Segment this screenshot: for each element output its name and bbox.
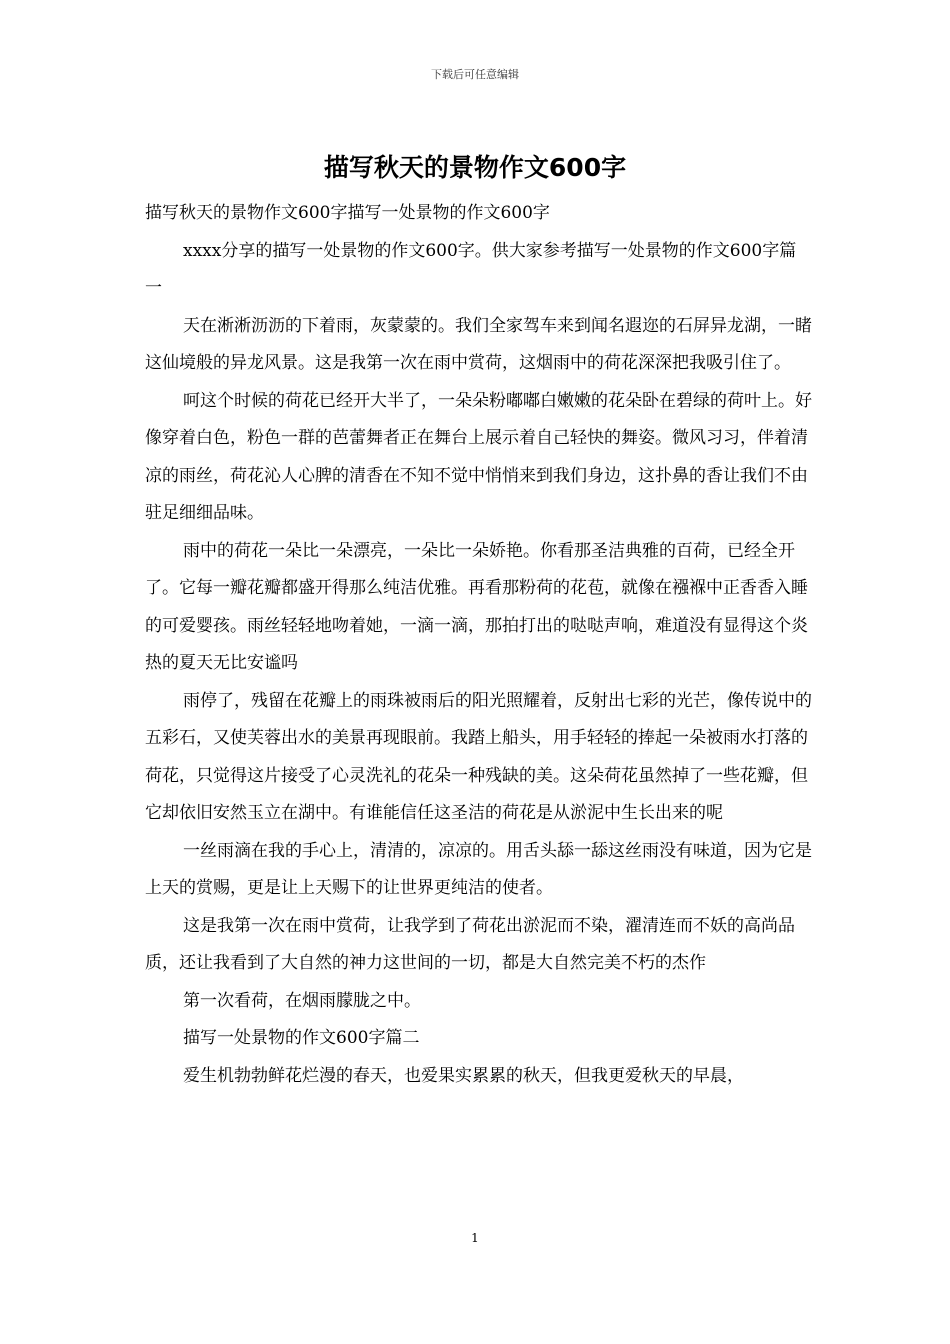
paragraph: 一丝雨滴在我的手心上，清清的，凉凉的。用舌头舔一舔这丝雨没有味道，因为它是上天的赏赐，更是让上天赐下的让世界更纯洁的使者。 bbox=[145, 840, 812, 898]
paragraph: 呵这个时候的荷花已经开大半了，一朵朵粉嘟嘟白嫩嫩的花朵卧在碧绿的荷叶上。好像穿着白色，粉色一群的芭蕾舞者正在舞台上展示着自己轻快的舞姿。微风习习，伴着清凉的雨丝，荷花沁人心脾的清香在不知不觉中悄悄来到我们身边，这扑鼻的香让我们不由驻足细细品味。 bbox=[145, 390, 812, 523]
paragraph: 爱生机勃勃鲜花烂漫的春天，也爱果实累累的秋天，但我更爱秋天的早晨， bbox=[183, 1065, 744, 1086]
paragraph: 第一次看荷，在烟雨朦胧之中。 bbox=[183, 990, 421, 1011]
paragraph: 描写一处景物的作文600字篇二 bbox=[183, 1028, 420, 1048]
paragraph: 描写秋天的景物作文600字描写一处景物的作文600字 bbox=[145, 203, 550, 223]
paragraph: 天在淅淅沥沥的下着雨，灰蒙蒙的。我们全家驾车来到闻名遐迩的石屏异龙湖，一睹这仙境般的异龙风景。这是我第一次在雨中赏荷，这烟雨中的荷花深深把我吸引住了。 bbox=[145, 315, 812, 373]
paragraph: 这是我第一次在雨中赏荷，让我学到了荷花出淤泥而不染，濯清连而不妖的高尚品质，还让我看到了大自然的神力这世间的一切，都是大自然完美不朽的杰作 bbox=[145, 915, 795, 973]
paragraph: 雨中的荷花一朵比一朵漂亮，一朵比一朵娇艳。你看那圣洁典雅的百荷，已经全开了。它每一瓣花瓣都盛开得那么纯洁优雅。再看那粉荷的花苞，就像在襁褓中正香香入睡的可爱婴孩。雨丝轻轻地吻着她，一滴一滴，那拍打出的哒哒声响，难道没有显得这个炎热的夏天无比安谧吗 bbox=[145, 540, 808, 673]
page-title: 描写秋天的景物作文600字 bbox=[323, 153, 627, 182]
document-body bbox=[145, 195, 813, 1095]
paragraph: xxxx分享的描写一处景物的作文600字。供大家参考描写一处景物的作文600字篇一 bbox=[145, 240, 797, 298]
paragraph: 雨停了，残留在花瓣上的雨珠被雨后的阳光照耀着，反射出七彩的光芒，像传说中的五彩石，又使芙蓉出水的美景再现眼前。我踏上船头，用手轻轻的捧起一朵被雨水打落的荷花，只觉得这片接受了心灵洗礼的花朵一种残缺的美。这朵荷花虽然掉了一些花瓣，但它却依旧安然玉立在湖中。有谁能信任这圣洁的荷花是从淤泥中生长出来的呢 bbox=[145, 690, 812, 823]
header-note: 下载后可任意编辑 bbox=[431, 68, 519, 81]
page-number: 1 bbox=[471, 1231, 479, 1245]
